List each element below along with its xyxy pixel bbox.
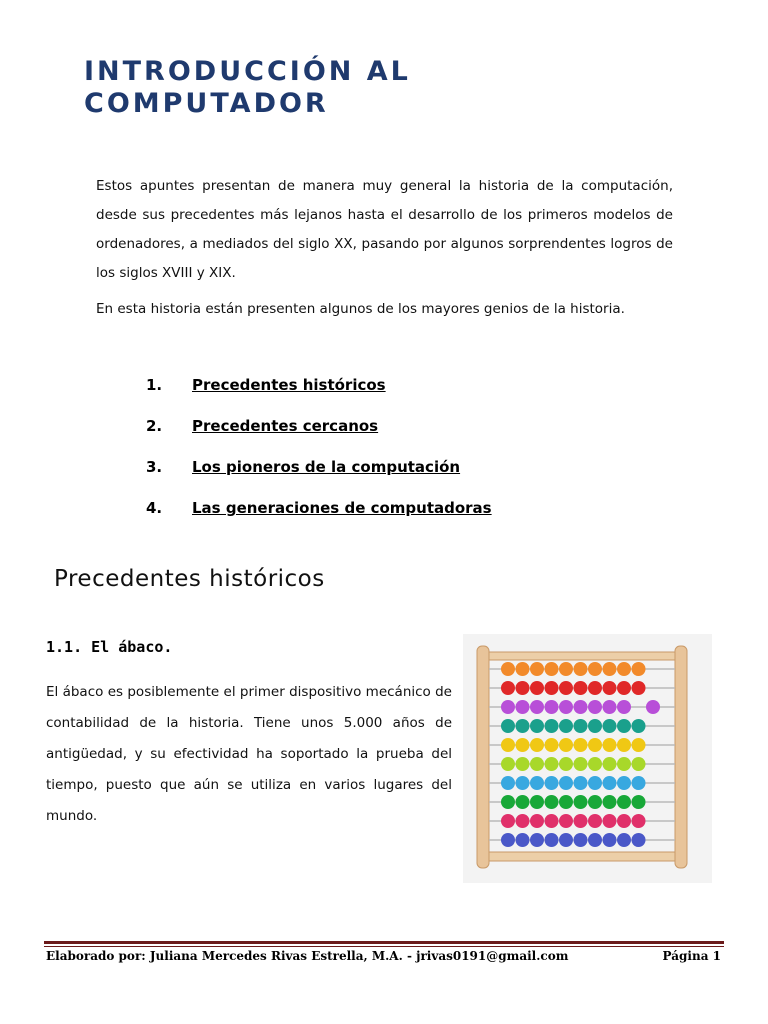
abacus-bead [588, 681, 602, 695]
abacus-bead [559, 776, 573, 790]
abacus-bead [588, 700, 602, 714]
abacus-bead [574, 795, 588, 809]
abacus-bead [603, 681, 617, 695]
abacus-bead [559, 681, 573, 695]
abacus-bead [574, 700, 588, 714]
abacus-bead [516, 757, 530, 771]
abacus-paragraph: El ábaco es posiblemente el primer dispositivo mecánico de contabilidad de la historia. Tiene unos 5.000 años de antigüedad, y su efectividad ha soportado la prueba del tiempo, puesto que aún se utiliza en varios lugares del mundo. [46, 684, 452, 824]
abacus-bead [632, 776, 646, 790]
abacus-bead [530, 662, 544, 676]
toc-item [146, 415, 706, 456]
abacus-bead [617, 662, 631, 676]
abacus-bead [632, 757, 646, 771]
abacus-bead [501, 662, 515, 676]
abacus-bead [559, 738, 573, 752]
abacus-bead [574, 738, 588, 752]
abacus-bead [530, 757, 544, 771]
abacus-bead [530, 681, 544, 695]
abacus-bead [501, 700, 515, 714]
abacus-bead [559, 833, 573, 847]
abacus-bead [617, 738, 631, 752]
abacus-right-post [675, 646, 687, 868]
abacus-bead [530, 738, 544, 752]
toc-item-number: 3. [146, 458, 163, 476]
document-title-line-1: INTRODUCCIÓN AL [84, 56, 411, 87]
abacus-bead [545, 738, 559, 752]
abacus-bead [501, 814, 515, 828]
abacus-bead [603, 719, 617, 733]
abacus-illustration [463, 634, 712, 883]
abacus-bead [588, 738, 602, 752]
abacus-bead [574, 833, 588, 847]
document-title-line-2: COMPUTADOR [84, 88, 329, 119]
abacus-bead [501, 681, 515, 695]
abacus-bead [603, 738, 617, 752]
abacus-bead [574, 662, 588, 676]
abacus-bead [632, 738, 646, 752]
abacus-left-post [477, 646, 489, 868]
abacus-bead [574, 814, 588, 828]
toc-link-pioneros[interactable]: Los pioneros de la computación [192, 458, 461, 476]
abacus-bead [501, 833, 515, 847]
intro-paragraph-2: En esta historia están presenten algunos de los mayores genios de la historia. [96, 301, 625, 317]
toc-item-number: 2. [146, 417, 163, 435]
intro-paragraph-1: Estos apuntes presentan de manera muy general la historia de la computación, desde sus precedentes más lejanos hasta el desarrollo de los primeros modelos de ordenadores, a mediados del siglo XX, pasando por algunos sorprendentes logros de los siglos XVIII y XIX. [96, 178, 673, 281]
abacus-bead [501, 719, 515, 733]
abacus-bead [516, 776, 530, 790]
abacus-bead [530, 814, 544, 828]
abacus-bead [516, 814, 530, 828]
abacus-bead [588, 833, 602, 847]
abacus-bead [588, 662, 602, 676]
abacus-bead [574, 719, 588, 733]
abacus-bead [603, 757, 617, 771]
abacus-bead [617, 814, 631, 828]
abacus-bead [545, 795, 559, 809]
abacus-bead [545, 700, 559, 714]
abacus-bead [530, 795, 544, 809]
abacus-bead [603, 700, 617, 714]
subsection-heading: 1.1. El ábaco. [46, 638, 173, 656]
abacus-bead [559, 662, 573, 676]
abacus-bead [501, 776, 515, 790]
abacus-bead [632, 662, 646, 676]
abacus-bead [588, 776, 602, 790]
abacus-bead [574, 776, 588, 790]
abacus-bead [516, 738, 530, 752]
abacus-bead [632, 833, 646, 847]
abacus-bead [559, 719, 573, 733]
toc-item [146, 374, 706, 415]
toc-link-precedentes-cercanos[interactable]: Precedentes cercanos [192, 417, 379, 435]
document-title [84, 56, 684, 120]
abacus-bead [545, 776, 559, 790]
abacus-bead [530, 776, 544, 790]
abacus-bead [617, 681, 631, 695]
abacus-bead [559, 757, 573, 771]
abacus-bead [603, 776, 617, 790]
toc-link-precedentes-historicos[interactable]: Precedentes históricos [192, 376, 386, 394]
abacus-bead [632, 719, 646, 733]
abacus-bead [545, 719, 559, 733]
abacus-bottom-bar [489, 852, 675, 861]
abacus-bead [632, 814, 646, 828]
abacus-bead [545, 814, 559, 828]
abacus-bead [501, 757, 515, 771]
abacus-bead [559, 814, 573, 828]
abacus-bead [545, 681, 559, 695]
abacus-bead [603, 833, 617, 847]
abacus-bead [617, 719, 631, 733]
abacus-bead [516, 681, 530, 695]
toc-item [146, 497, 706, 538]
abacus-bead [516, 833, 530, 847]
abacus-bead [632, 681, 646, 695]
abacus-bead [530, 833, 544, 847]
abacus-bead [574, 757, 588, 771]
footer-page-number: Página 1 [662, 949, 721, 963]
abacus-bead [501, 795, 515, 809]
abacus-bead [530, 700, 544, 714]
abacus-bead [516, 700, 530, 714]
toc-item-number: 4. [146, 499, 163, 517]
abacus-bead [588, 757, 602, 771]
abacus-bead [617, 795, 631, 809]
abacus-bead [617, 757, 631, 771]
abacus-bead [574, 681, 588, 695]
abacus-bead [588, 719, 602, 733]
abacus-bead [603, 814, 617, 828]
section-heading: Precedentes históricos [54, 566, 325, 592]
table-of-contents [146, 374, 706, 538]
abacus-bead [545, 833, 559, 847]
abacus-bead [617, 700, 631, 714]
abacus-bead [559, 700, 573, 714]
abacus-top-bar [489, 652, 675, 660]
abacus-bead [530, 719, 544, 733]
footer-divider [44, 941, 724, 947]
abacus-bead [516, 795, 530, 809]
abacus-bead [516, 662, 530, 676]
abacus-bead [501, 738, 515, 752]
abacus-bead [617, 833, 631, 847]
abacus-bead [559, 795, 573, 809]
toc-link-generaciones[interactable]: Las generaciones de computadoras [192, 499, 492, 517]
toc-item [146, 456, 706, 497]
abacus-bead [516, 719, 530, 733]
intro-text [96, 172, 673, 331]
abacus-bead [603, 662, 617, 676]
abacus-bead [588, 795, 602, 809]
toc-item-number: 1. [146, 376, 163, 394]
abacus-bead [545, 757, 559, 771]
abacus-bead [632, 795, 646, 809]
abacus-bead [603, 795, 617, 809]
footer-author: Elaborado por: Juliana Mercedes Rivas Estrella, M.A. - jrivas0191@gmail.com [46, 949, 569, 963]
abacus-bead [617, 776, 631, 790]
abacus-bead [588, 814, 602, 828]
abacus-bead [646, 700, 660, 714]
abacus-bead [545, 662, 559, 676]
abacus-image [463, 634, 712, 883]
